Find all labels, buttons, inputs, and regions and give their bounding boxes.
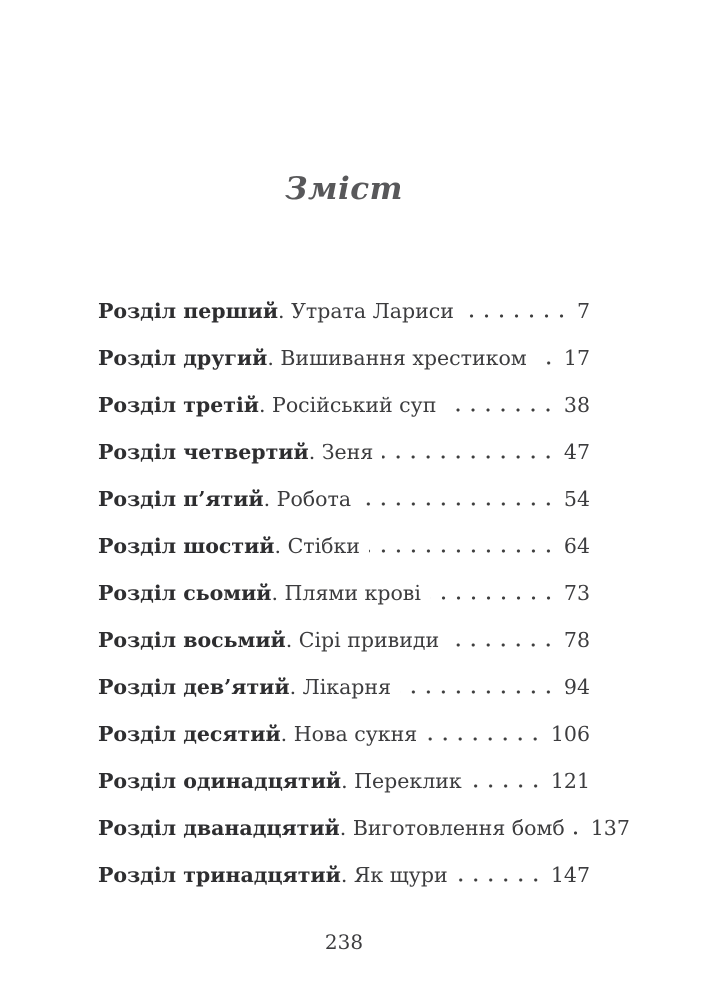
toc-entry [98,345,590,371]
separator: . [289,675,303,699]
toc-entry [98,486,590,512]
separator: . [339,816,353,840]
toc-entry [98,721,590,747]
chapter-label: Розділ восьмий [98,628,286,652]
toc-list [98,298,630,888]
page-title: Зміст [285,171,403,207]
dot-leader [448,627,557,653]
chapter-label: Розділ другий [98,346,268,370]
page-ref: 78 [563,628,590,652]
page-ref: 17 [563,346,590,370]
separator: . [259,393,273,417]
dot-leader [400,674,557,700]
page-ref: 94 [563,675,590,699]
chapter-title: Переклик [354,769,462,793]
separator: . [340,863,354,887]
dot-leader [457,862,544,888]
toc-entry [98,627,590,653]
page-ref: 54 [563,487,590,511]
chapter-title: Як щури [353,863,448,887]
toc-entry [98,533,590,559]
chapter-title: Нова сукня [293,722,418,746]
chapter-title: Плями крові [284,581,421,605]
dot-leader [536,345,557,371]
chapter-label: Розділ дванадцятий [98,816,340,840]
dot-leader [426,721,544,747]
toc-entry [98,298,590,324]
chapter-title: Зеня [321,440,374,464]
chapter-label: Розділ сьомий [98,581,272,605]
chapter-title: Російський суп [272,393,437,417]
chapter-label: Розділ дев’ятий [98,675,290,699]
page-ref: 7 [576,299,590,323]
toc-entry [98,674,590,700]
chapter-title: Лікарня [302,675,392,699]
separator: . [285,628,299,652]
chapter-title: Вишивання хрестиком [280,346,527,370]
separator: . [308,440,322,464]
dot-leader [463,298,570,324]
toc-entry [98,862,590,888]
separator: . [274,534,288,558]
chapter-label: Розділ шостий [98,534,275,558]
page-ref: 121 [550,769,590,793]
chapter-label: Розділ четвертий [98,440,309,464]
page-ref: 64 [563,534,590,558]
page-ref: 147 [550,863,590,887]
toc-entry [98,815,630,841]
chapter-label: Розділ перший [98,299,279,323]
page-ref: 137 [590,816,630,840]
chapter-title: Утрата Лариси [291,299,454,323]
toc-entry [98,580,590,606]
chapter-label: Розділ десятий [98,722,281,746]
chapter-title: Робота [276,487,352,511]
chapter-label: Розділ тринадцятий [98,863,341,887]
chapter-label: Розділ третій [98,393,259,417]
separator: . [271,581,285,605]
toc-entry [98,439,590,465]
folio-page-number: 238 [324,930,364,954]
dot-leader [471,768,544,794]
dot-leader [382,439,557,465]
dot-leader [369,533,557,559]
separator: . [280,722,294,746]
toc-entry [98,392,590,418]
separator: . [263,487,277,511]
dot-leader [430,580,557,606]
separator: . [267,346,281,370]
page-ref: 106 [550,722,590,746]
separator: . [341,769,355,793]
dot-leader [445,392,557,418]
separator: . [278,299,292,323]
chapter-title: Стібки [287,534,360,558]
chapter-label: Розділ п’ятий [98,487,264,511]
page-ref: 47 [563,440,590,464]
page-ref: 38 [563,393,590,417]
page-ref: 73 [563,581,590,605]
chapter-title: Виготовлення бомб [352,816,565,840]
chapter-title: Сірі привиди [298,628,440,652]
dot-leader [360,486,557,512]
chapter-label: Розділ одинадцятий [98,769,342,793]
toc-entry [98,768,590,794]
dot-leader [574,815,584,841]
